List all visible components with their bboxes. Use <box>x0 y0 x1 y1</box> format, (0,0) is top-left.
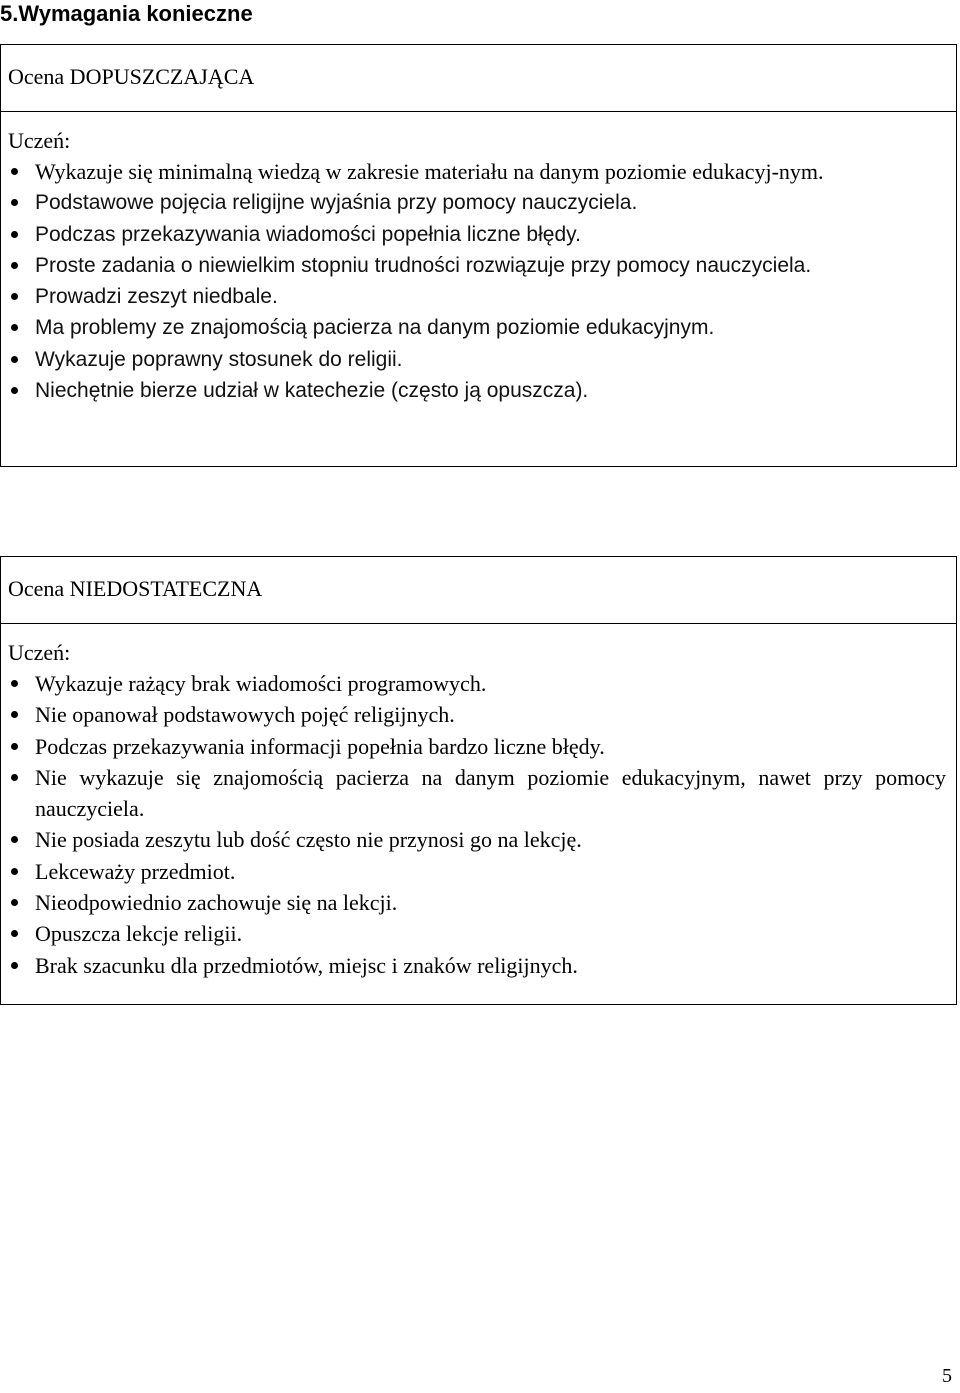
student-label: Uczeń: <box>8 640 71 665</box>
criteria-item: Lekceważy przedmiot. <box>8 856 946 887</box>
grade-criteria-cell <box>1 624 957 1005</box>
criteria-item: Nie opanował podstawowych pojęć religijnych. <box>8 699 946 730</box>
page-number: 5 <box>942 1365 952 1387</box>
criteria-item: Brak szacunku dla przedmiotów, miejsc i znaków religijnych. <box>8 950 946 981</box>
criteria-item: Nieodpowiednio zachowuje się na lekcji. <box>8 887 946 918</box>
grade-title: Ocena DOPUSZCZAJĄCA <box>8 64 255 89</box>
grade-criteria-cell <box>1 112 957 467</box>
criteria-item: Wykazuje się minimalną wiedzą w zakresie materiału na danym poziomie edukacyj-nym. <box>8 156 946 187</box>
criteria-item: Podstawowe pojęcia religijne wyjaśnia przy pomocy nauczyciela. <box>8 187 946 218</box>
criteria-item: Podczas przekazywania wiadomości popełnia liczne błędy. <box>8 219 946 250</box>
grade-title: Ocena NIEDOSTATECZNA <box>8 576 263 601</box>
criteria-list <box>8 156 946 406</box>
criteria-item: Proste zadania o niewielkim stopniu trudności rozwiązuje przy pomocy nauczyciela. <box>8 250 946 281</box>
grade-title-cell <box>1 45 957 112</box>
criteria-item: Nie posiada zeszytu lub dość często nie przynosi go na lekcję. <box>8 824 946 855</box>
criteria-item: Wykazuje poprawny stosunek do religii. <box>8 344 946 375</box>
criteria-item: Ma problemy ze znajomością pacierza na danym poziomie edukacyjnym. <box>8 312 946 343</box>
student-label: Uczeń: <box>8 128 71 153</box>
criteria-item: Prowadzi zeszyt niedbale. <box>8 281 946 312</box>
section-heading: 5.Wymagania konieczne <box>0 1 253 26</box>
criteria-item: Wykazuje rażący brak wiadomości programowych. <box>8 668 946 699</box>
criteria-item: Nie wykazuje się znajomością pacierza na danym poziomie edukacyjnym, nawet przy pomocy nauczyciela. <box>8 762 946 825</box>
criteria-item: Podczas przekazywania informacji popełnia bardzo liczne błędy. <box>8 731 946 762</box>
criteria-list <box>8 668 946 981</box>
grade-table-niedostateczna <box>0 556 957 1005</box>
criteria-item: Opuszcza lekcje religii. <box>8 918 946 949</box>
grade-table-dopuszczajaca <box>0 44 957 467</box>
criteria-item: Niechętnie bierze udział w katechezie (często ją opuszcza). <box>8 375 946 406</box>
grade-title-cell <box>1 557 957 624</box>
